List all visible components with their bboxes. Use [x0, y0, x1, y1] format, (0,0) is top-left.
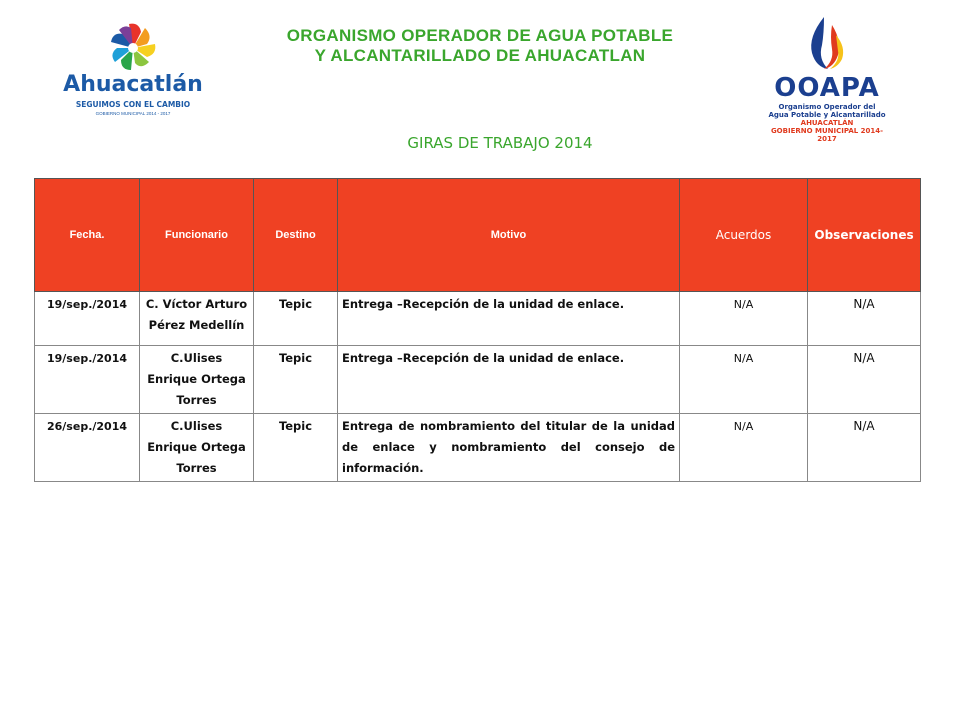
ooapa-logo: [762, 15, 892, 143]
cell-acuerdos: N/A: [680, 346, 808, 414]
header-motivo: Motivo: [338, 179, 680, 292]
cell-funcionario: C.Ulises Enrique Ortega Torres: [140, 346, 254, 414]
cell-observaciones: N/A: [808, 346, 921, 414]
cell-funcionario: C. Víctor Arturo Pérez Medellín: [140, 292, 254, 346]
cell-motivo: Entrega de nombramiento del titular de la unidad de enlace y nombramiento del consejo de información.: [338, 414, 680, 482]
cell-observaciones: N/A: [808, 292, 921, 346]
ooapa-line4: GOBIERNO MUNICIPAL 2014-2017: [770, 127, 884, 143]
cell-fecha: 26/sep./2014: [35, 414, 140, 482]
cell-motivo: Entrega –Recepción de la unidad de enlace.: [338, 346, 680, 414]
cell-destino: Tepic: [254, 414, 338, 482]
header-acuerdos: Acuerdos: [680, 179, 808, 292]
org-title-line2: Y ALCANTARILLADO DE AHUACATLAN: [314, 46, 646, 65]
org-title-line1: ORGANISMO OPERADOR DE AGUA POTABLE: [286, 26, 674, 45]
table-row: [35, 414, 921, 482]
table-header-row: [35, 179, 921, 292]
header-funcionario: Funcionario: [140, 179, 254, 292]
table-row: [35, 292, 921, 346]
cell-destino: Tepic: [254, 292, 338, 346]
cell-acuerdos: N/A: [680, 292, 808, 346]
cell-motivo: Entrega –Recepción de la unidad de enlace.: [338, 292, 680, 346]
cell-destino: Tepic: [254, 346, 338, 414]
header-observaciones: Observaciones: [808, 179, 921, 292]
ahuacatlan-brand-text: Ahuacatlán: [63, 72, 203, 97]
page-subtitle: GIRAS DE TRABAJO 2014: [407, 134, 593, 152]
pinwheel-flower-icon: [58, 18, 208, 74]
ooapa-line3: AHUACATLÁN: [800, 119, 854, 127]
ahuacatlan-logo: [58, 18, 208, 118]
header-fecha: Fecha.: [35, 179, 140, 292]
ooapa-line1: Organismo Operador del: [778, 103, 876, 111]
cell-funcionario: C.Ulises Enrique Ortega Torres: [140, 414, 254, 482]
water-flame-drop-icon: [762, 15, 892, 73]
table-row: [35, 346, 921, 414]
cell-acuerdos: N/A: [680, 414, 808, 482]
ooapa-line2: Agua Potable y Alcantarillado: [768, 111, 886, 119]
giras-table: [34, 178, 921, 482]
ahuacatlan-slogan: SEGUIMOS CON EL CAMBIO: [75, 100, 191, 109]
header-destino: Destino: [254, 179, 338, 292]
ahuacatlan-period: GOBIERNO MUNICIPAL 2014 - 2017: [95, 111, 171, 116]
cell-fecha: 19/sep./2014: [35, 292, 140, 346]
cell-observaciones: N/A: [808, 414, 921, 482]
ooapa-brand-text: OOAPA: [774, 73, 880, 103]
cell-fecha: 19/sep./2014: [35, 346, 140, 414]
